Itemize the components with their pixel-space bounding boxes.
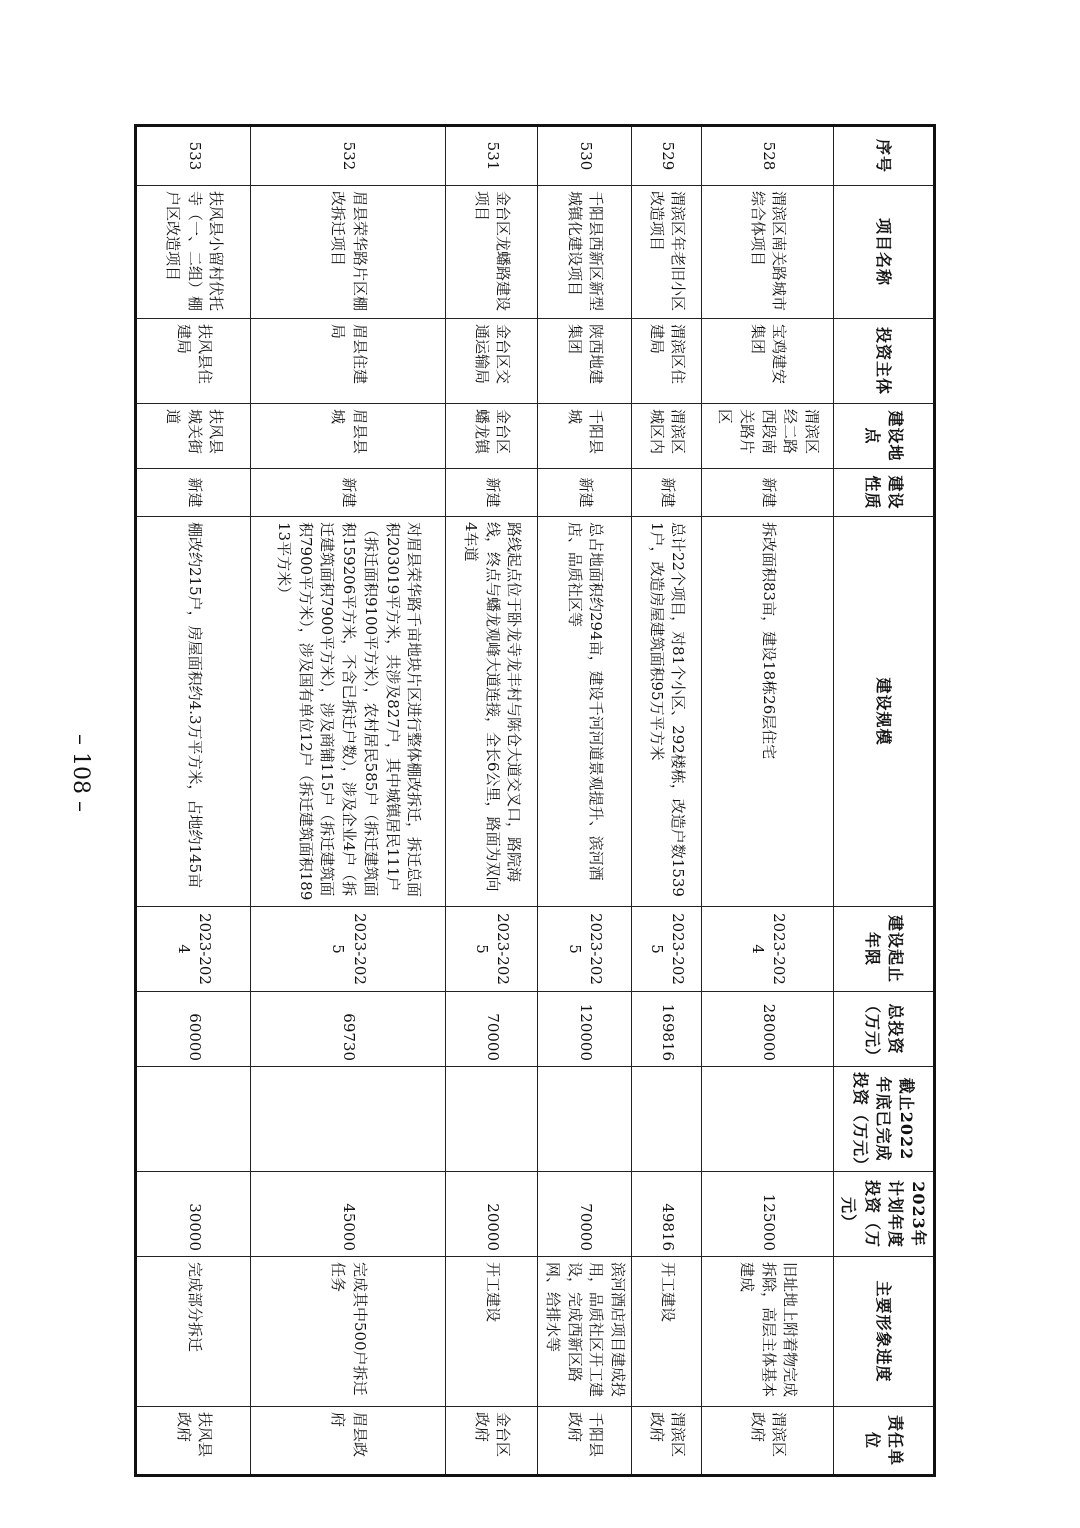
cell-total: 120000 [538,992,632,1067]
cell-scale: 拆改面积83亩，建设18栋26层住宅 [702,517,834,907]
cell-total: 69730 [251,992,446,1067]
cell-name: 渭滨区南关路城市综合体项目 [702,186,834,319]
cell-nature: 新建 [446,469,538,517]
cell-plan: 45000 [251,1172,446,1257]
cell-unit: 眉县政府 [251,1407,446,1476]
cell-done [702,1067,834,1172]
cell-plan: 20000 [446,1172,538,1257]
cell-total: 280000 [702,992,834,1067]
cell-done [251,1067,446,1172]
cell-nature: 新建 [538,469,632,517]
cell-done [446,1067,538,1172]
cell-name: 金台区龙蟠路建设项目 [446,186,538,319]
cell-unit: 扶风县政府 [136,1407,251,1476]
table-row [538,126,632,1476]
header-progress: 主要形象进度 [834,1257,935,1407]
cell-no: 529 [632,126,702,186]
cell-nature: 新建 [702,469,834,517]
cell-progress: 完成其中500户拆迁任务 [251,1257,446,1407]
cell-scale: 棚改约215户，房屋面积约4.3万平方米，占地约145亩 [136,517,251,907]
cell-scale: 总计22个项目，对81个小区、292楼栋，改造户数15391户，改造房屋建筑面积95万平方米 [632,517,702,907]
cell-progress: 开工建设 [632,1257,702,1407]
cell-investor: 扶风县住建局 [136,319,251,404]
table-row [136,126,251,1476]
project-table [134,124,936,1477]
table-row [702,126,834,1476]
header-investor: 投资主体 [834,319,935,404]
cell-progress: 滨河酒店项目建成投用，品质社区开工建设，完成西新区路网、给排水等 [538,1257,632,1407]
page-number: – 108 – [68,734,93,812]
cell-location: 渭滨区城区内 [632,404,702,469]
header-no: 序号 [834,126,935,186]
cell-unit: 渭滨区政府 [632,1407,702,1476]
project-table-container [144,124,936,1466]
table-header-row [834,126,935,1476]
cell-nature: 新建 [136,469,251,517]
cell-location: 扶风县城关街道 [136,404,251,469]
cell-period: 2023-2025 [632,907,702,992]
cell-plan: 30000 [136,1172,251,1257]
cell-scale: 对眉县荣华路千亩地块片区进行整体棚改拆迁，拆迁总面积203019平方米，共涉及827户，其中城镇居民111户（拆迁面积9100平方米），农村居民585户（拆迁建筑面积159206平方米，不含已拆迁户数），涉及企业4户（拆迁建筑面积7900平方米），涉及商铺115户（拆迁建筑面积7900平方米），涉及国有单位12户（拆迁建筑面积18913平方米） [251,517,446,907]
cell-period: 2023-2024 [136,907,251,992]
cell-total: 70000 [446,992,538,1067]
cell-name: 渭滨区年老旧小区改造项目 [632,186,702,319]
cell-investor: 金台区交通运输局 [446,319,538,404]
cell-no: 528 [702,126,834,186]
cell-no: 532 [251,126,446,186]
header-scale: 建设规模 [834,517,935,907]
cell-period: 2023-2025 [251,907,446,992]
cell-no: 533 [136,126,251,186]
cell-investor: 宝鸡建安集团 [702,319,834,404]
cell-location: 金台区蟠龙镇 [446,404,538,469]
cell-period: 2023-2025 [446,907,538,992]
cell-unit: 金台区政府 [446,1407,538,1476]
cell-name: 千阳县西新区新型城镇化建设项目 [538,186,632,319]
cell-location: 眉县县城 [251,404,446,469]
cell-plan: 49816 [632,1172,702,1257]
cell-period: 2023-2025 [538,907,632,992]
table-row [632,126,702,1476]
cell-total: 60000 [136,992,251,1067]
header-nature: 建设性质 [834,469,935,517]
cell-period: 2023-2024 [702,907,834,992]
cell-no: 530 [538,126,632,186]
cell-done [538,1067,632,1172]
header-location: 建设地点 [834,404,935,469]
cell-name: 扶风县小留村伏托寺（一、二组）棚户区改造项目 [136,186,251,319]
cell-plan: 125000 [702,1172,834,1257]
cell-progress: 完成部分拆迁 [136,1257,251,1407]
header-plan: 2023年计划年度投资（万元） [834,1172,935,1257]
cell-done [632,1067,702,1172]
cell-total: 169816 [632,992,702,1067]
cell-progress: 开工建设 [446,1257,538,1407]
cell-progress: 旧址地上附着物完成拆除，高层主体基本建成 [702,1257,834,1407]
cell-name: 眉县荣华路片区棚改拆迁项目 [251,186,446,319]
header-name: 项目名称 [834,186,935,319]
table-row [446,126,538,1476]
cell-unit: 渭滨区政府 [702,1407,834,1476]
cell-location: 渭滨区经二路西段南关路片区 [702,404,834,469]
cell-unit: 千阳县政府 [538,1407,632,1476]
header-done: 截止2022年底已完成投资（万元） [834,1067,935,1172]
header-unit: 责任单位 [834,1407,935,1476]
cell-nature: 新建 [632,469,702,517]
header-period: 建设起止年限 [834,907,935,992]
cell-location: 千阳县城 [538,404,632,469]
cell-investor: 陕西地建集团 [538,319,632,404]
cell-scale: 路线起点位于卧龙寺龙丰村与陈仓大道交叉口，路院海线，终点与蟠龙观峰大道连接，全长6公里，路面为双向4车道 [446,517,538,907]
cell-investor: 渭滨区住建局 [632,319,702,404]
table-row [251,126,446,1476]
cell-scale: 总占地面积约294亩，建设千河河道景观提升、滨河酒店、品质社区等 [538,517,632,907]
cell-done [136,1067,251,1172]
cell-investor: 眉县住建局 [251,319,446,404]
header-total: 总投资（万元） [834,992,935,1067]
cell-no: 531 [446,126,538,186]
cell-nature: 新建 [251,469,446,517]
cell-plan: 70000 [538,1172,632,1257]
